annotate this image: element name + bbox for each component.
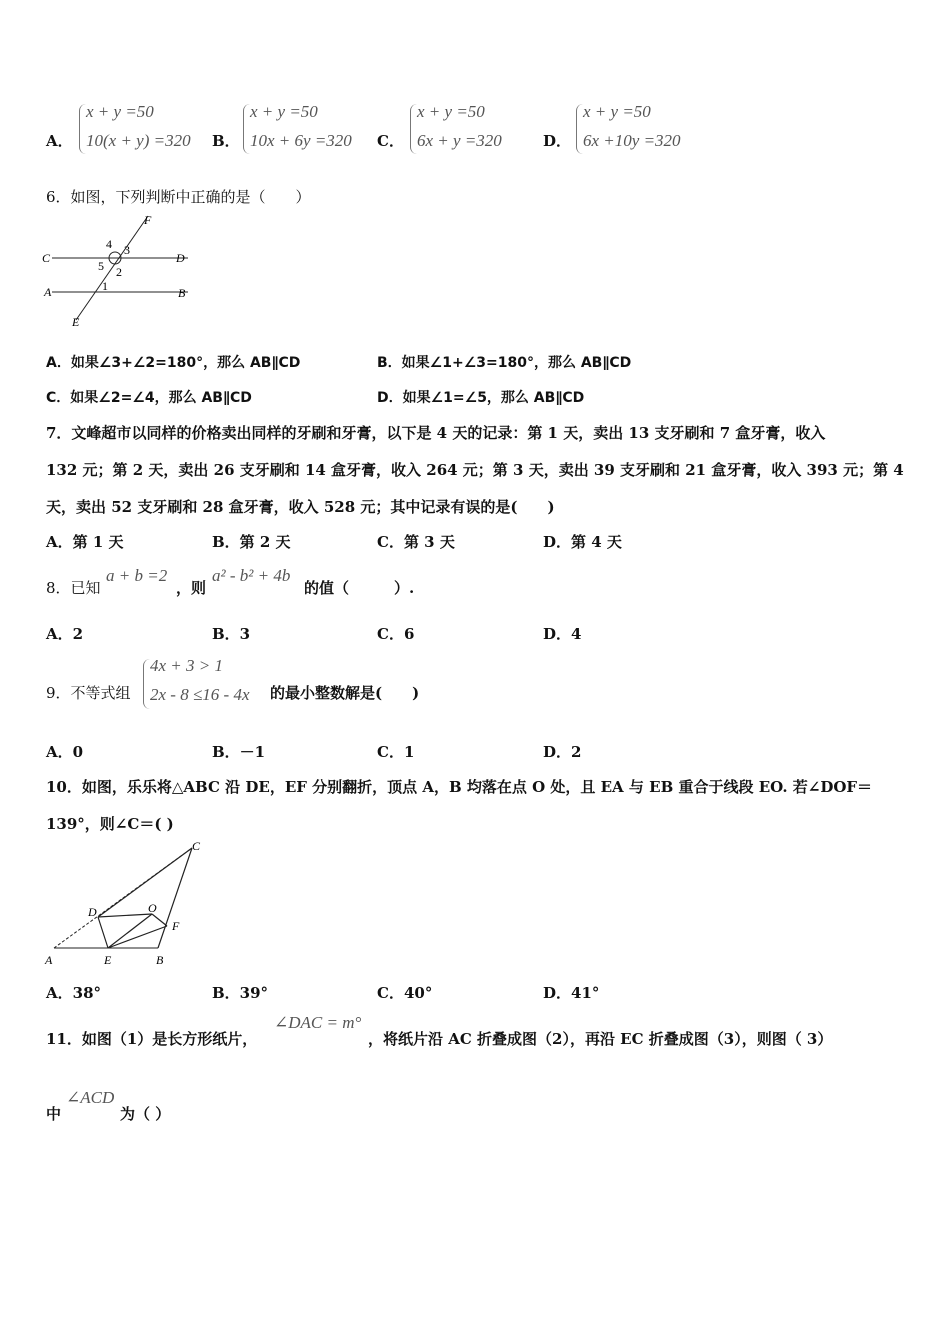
q9-option-c: C．1	[377, 743, 415, 761]
segment-ef	[108, 926, 167, 948]
q6-stem: 6．如图，下列判断中正确的是（ ）	[46, 188, 311, 206]
q9-inequality-1: 4x + 3 > 1	[150, 656, 223, 675]
q10-option-b: B．39°	[212, 984, 269, 1002]
q9-brace	[143, 659, 150, 709]
q9-option-a: A．0	[46, 743, 84, 761]
q11-prefix: 11．如图（1）是长方形纸片，	[46, 1030, 258, 1048]
q5-option-d-eq1: x + y =50	[583, 102, 651, 121]
label-d: D	[88, 905, 97, 919]
q10-option-a: A．38°	[46, 984, 102, 1002]
label-e: E	[72, 315, 80, 329]
q11-line2-prefix: 中	[46, 1105, 62, 1123]
q9-option-b: B．－1	[212, 743, 266, 761]
q10-line1: 10．如图，乐乐将△ABC 沿 DE，EF 分别翻折，顶点 A，B 均落在点 O 处，且 EA 与 EB 重合于线段 EO. 若∠DOF＝	[46, 778, 873, 796]
label-d: D	[176, 251, 185, 265]
label-b: B	[156, 953, 164, 967]
q8-option-c: C．6	[377, 625, 415, 643]
q5-option-c-eq1: x + y =50	[417, 102, 485, 121]
q11-suffix: ，将纸片沿 AC 折叠成图（2），再沿 EC 折叠成图（3），则图（ 3）	[368, 1030, 833, 1048]
q5-option-c-brace	[410, 104, 417, 154]
q5-option-b-letter: B．	[212, 132, 240, 150]
q9-option-d: D．2	[543, 743, 582, 761]
q7-option-c: C．第 3 天	[377, 533, 455, 551]
label-e: E	[104, 953, 112, 967]
label-a: A	[45, 953, 53, 967]
q10-option-c: C．40°	[377, 984, 433, 1002]
q7-line1: 7．文峰超市以同样的价格卖出同样的牙刷和牙膏，以下是 4 天的记录：第 1 天，卖出 13 支牙刷和 7 盒牙膏，收入	[46, 424, 826, 442]
q8-option-b: B．3	[212, 625, 251, 643]
q11-angle-acd: ∠ACD	[66, 1088, 115, 1107]
label-4: 4	[106, 237, 112, 251]
q10-figure	[40, 838, 210, 970]
q8-prefix: 8．已知	[46, 579, 101, 597]
q7-line3: 天，卖出 52 支牙刷和 28 盒牙膏，收入 528 元；其中记录有误的是( )	[46, 498, 555, 516]
q5-option-a-eq1: x + y =50	[86, 102, 154, 121]
q11-line2-suffix: 为（ ）	[120, 1105, 171, 1123]
q5-option-c-eq2: 6x + y =320	[417, 131, 502, 150]
q5-option-b-brace	[243, 104, 250, 154]
q8-option-d: D．4	[543, 625, 582, 643]
label-f: F	[144, 213, 152, 227]
q5-option-a-letter: A．	[46, 132, 73, 150]
q6-figure	[40, 210, 200, 332]
segment-dc	[98, 848, 192, 917]
q5-option-a-eq2: 10(x + y) =320	[86, 131, 191, 150]
q6-option-c: C．如果∠2=∠4，那么 AB∥CD	[46, 390, 252, 406]
q8-mid: ，则	[176, 579, 207, 597]
q9-prefix: 9．不等式组	[46, 684, 131, 702]
q7-line2: 132 元；第 2 天，卖出 26 支牙刷和 14 盒牙膏，收入 264 元；第 3 天，卖出 39 支牙刷和 21 盒牙膏，收入 393 元；第 4	[46, 461, 904, 479]
q8-condition: a + b =2	[106, 566, 168, 585]
q5-option-c-letter: C．	[377, 132, 404, 150]
label-3: 3	[124, 243, 130, 257]
label-1: 1	[102, 279, 108, 293]
q10-option-d: D．41°	[543, 984, 600, 1002]
line-ef	[76, 216, 148, 320]
q8-option-a: A．2	[46, 625, 84, 643]
q5-option-d-eq2: 6x +10y =320	[583, 131, 681, 150]
label-c: C	[192, 839, 201, 853]
q7-option-a: A．第 1 天	[46, 533, 124, 551]
q11-angle-dac: ∠DAC = m°	[274, 1013, 362, 1032]
q5-option-b-eq1: x + y =50	[250, 102, 318, 121]
segment-do	[98, 914, 152, 917]
q10-line2: 139°，则∠C＝( )	[46, 815, 174, 833]
label-b: B	[178, 286, 186, 300]
q6-option-a: A．如果∠3+∠2=180°，那么 AB∥CD	[46, 355, 301, 371]
segment-cb	[158, 848, 192, 948]
segment-de	[98, 917, 108, 948]
label-5: 5	[98, 259, 104, 273]
label-o: O	[148, 901, 157, 915]
q9-inequality-2: 2x - 8 ≤16 - 4x	[150, 685, 250, 704]
q5-option-d-letter: D．	[543, 132, 572, 150]
q8-suffix: 的值（ ）.	[304, 579, 415, 597]
label-f: F	[172, 919, 180, 933]
q6-option-d: D．如果∠1=∠5，那么 AB∥CD	[377, 390, 585, 406]
label-c: C	[42, 251, 51, 265]
q5-option-d-brace	[576, 104, 583, 154]
label-a: A	[44, 285, 52, 299]
q6-option-b: B．如果∠1+∠3=180°，那么 AB∥CD	[377, 355, 632, 371]
q5-option-a-brace	[79, 104, 86, 154]
q5-option-b-eq2: 10x + 6y =320	[250, 131, 352, 150]
q7-option-b: B．第 2 天	[212, 533, 291, 551]
label-2: 2	[116, 265, 122, 279]
q7-option-d: D．第 4 天	[543, 533, 622, 551]
segment-eo	[108, 914, 152, 948]
segment-of	[152, 914, 167, 926]
q8-expression: a² - b² + 4b	[212, 566, 291, 585]
q9-suffix: 的最小整数解是( )	[270, 684, 420, 702]
